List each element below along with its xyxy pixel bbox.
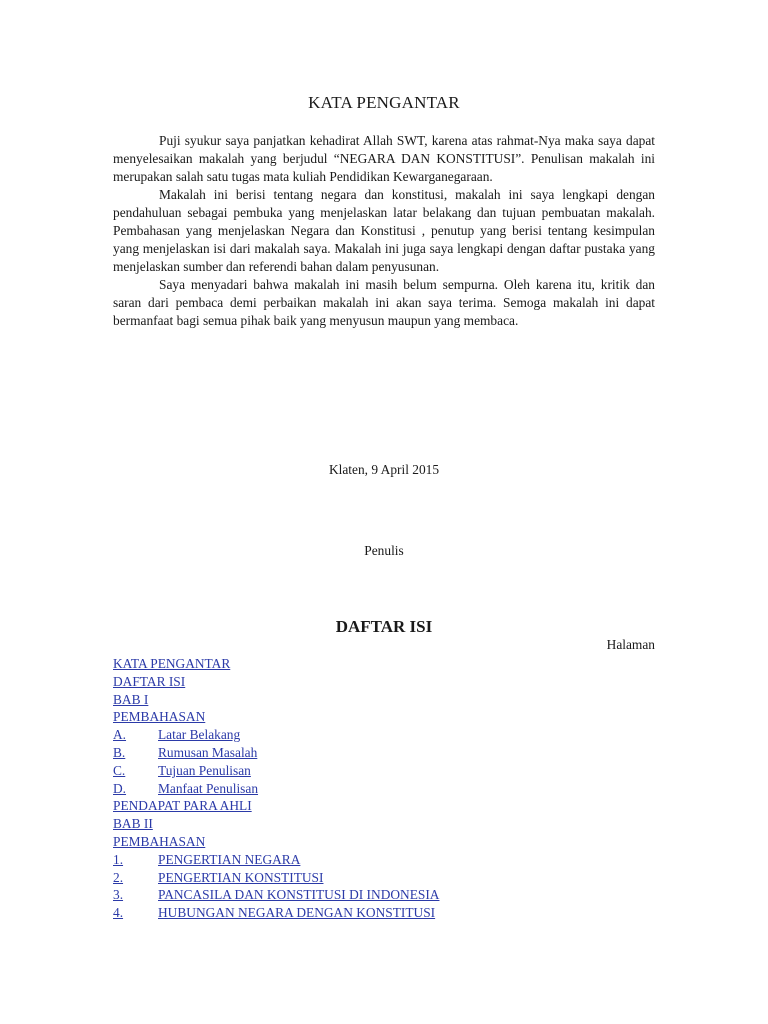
table-of-contents <box>113 655 655 922</box>
toc-link-tujuan-penulisan[interactable]: Tujuan Penulisan <box>158 762 251 778</box>
paragraph-1: Puji syukur saya panjatkan kehadirat Allah SWT, karena atas rahmat-Nya maka saya dapat menyelesaikan makalah yang berjudul “NEGARA DAN KONSTITUSI”. Penulisan makalah ini merupakan salah satu tugas mata kuliah Pendidikan Kewarganegaraan. <box>113 133 655 184</box>
toc-row <box>113 833 655 851</box>
toc-link-kata-pengantar[interactable]: KATA PENGANTAR <box>113 656 231 671</box>
kata-pengantar-title: KATA PENGANTAR <box>308 93 460 112</box>
toc-link-hubungan-negara-konstitusi[interactable]: HUBUNGAN NEGARA DENGAN KONSTITUSI <box>158 905 436 921</box>
toc-row <box>113 691 655 709</box>
toc-link-pancasila-konstitusi[interactable]: PANCASILA DAN KONSTITUSI DI INDONESIA <box>158 887 440 903</box>
toc-row <box>113 744 655 762</box>
paragraph-3: Saya menyadari bahwa makalah ini masih belum sempurna. Oleh karena itu, kritik dan saran dari pembaca demi perbaikan makalah ini akan saya terima. Semoga makalah ini dapat bermanfaat bagi semua pihak baik yang menyusun maupun yang membaca. <box>113 277 655 328</box>
paragraph-2: Makalah ini berisi tentang negara dan konstitusi, makalah ini saya lengkapi dengan pendahuluan sebagai pembuka yang menjelaskan latar belakang dan tujuan pembuatan makalah. Pembahasan yang menjelaskan Negara dan Konstitusi , penutup yang berisi tentang kesimpulan yang menjelaskan isi dari makalah saya. Makalah ini juga saya lengkapi dengan daftar pustaka yang menjelaskan sumber dan referendi bahan dalam penyusunan. <box>113 187 655 274</box>
toc-row <box>113 726 655 744</box>
toc-link-number-3[interactable]: 3. <box>113 887 124 903</box>
signer: Penulis <box>364 543 404 558</box>
toc-link-number-a[interactable]: A. <box>113 727 127 743</box>
kata-pengantar-body <box>113 132 655 330</box>
toc-link-manfaat-penulisan[interactable]: Manfaat Penulisan <box>158 780 259 796</box>
toc-link-daftar-isi[interactable]: DAFTAR ISI <box>113 673 186 689</box>
toc-row <box>113 708 655 726</box>
toc-link-number-b[interactable]: B. <box>113 744 126 760</box>
toc-link-pembahasan-1[interactable]: PEMBAHASAN <box>113 709 206 725</box>
toc-link-pengertian-negara[interactable]: PENGERTIAN NEGARA <box>158 851 301 867</box>
toc-link-bab-1[interactable]: BAB I <box>113 691 149 707</box>
toc-row <box>113 886 655 904</box>
place-date: Klaten, 9 April 2015 <box>328 462 440 477</box>
toc-row <box>113 869 655 887</box>
toc-link-number-d[interactable]: D. <box>113 780 127 796</box>
toc-row <box>113 673 655 691</box>
toc-row <box>113 904 655 922</box>
toc-row <box>113 815 655 833</box>
toc-link-bab-2[interactable]: BAB II <box>113 816 153 832</box>
toc-link-number-1[interactable]: 1. <box>113 851 124 867</box>
daftar-isi-title: DAFTAR ISI <box>335 617 433 636</box>
toc-link-pembahasan-2[interactable]: PEMBAHASAN <box>113 833 206 849</box>
toc-link-pendapat-para-ahli[interactable]: PENDAPAT PARA AHLI <box>113 798 252 814</box>
toc-link-latar-belakang[interactable]: Latar Belakang <box>158 727 241 743</box>
toc-row <box>113 797 655 815</box>
toc-link-pengertian-konstitusi[interactable]: PENGERTIAN KONSTITUSI <box>158 869 324 885</box>
toc-link-number-c[interactable]: C. <box>113 762 126 778</box>
toc-row <box>113 762 655 780</box>
toc-row <box>113 851 655 869</box>
toc-link-rumusan-masalah[interactable]: Rumusan Masalah <box>158 744 258 760</box>
toc-row <box>113 655 655 673</box>
page-column-label: Halaman <box>606 637 655 652</box>
toc-link-number-4[interactable]: 4. <box>113 905 124 921</box>
toc-row <box>113 780 655 798</box>
toc-link-number-2[interactable]: 2. <box>113 869 124 885</box>
